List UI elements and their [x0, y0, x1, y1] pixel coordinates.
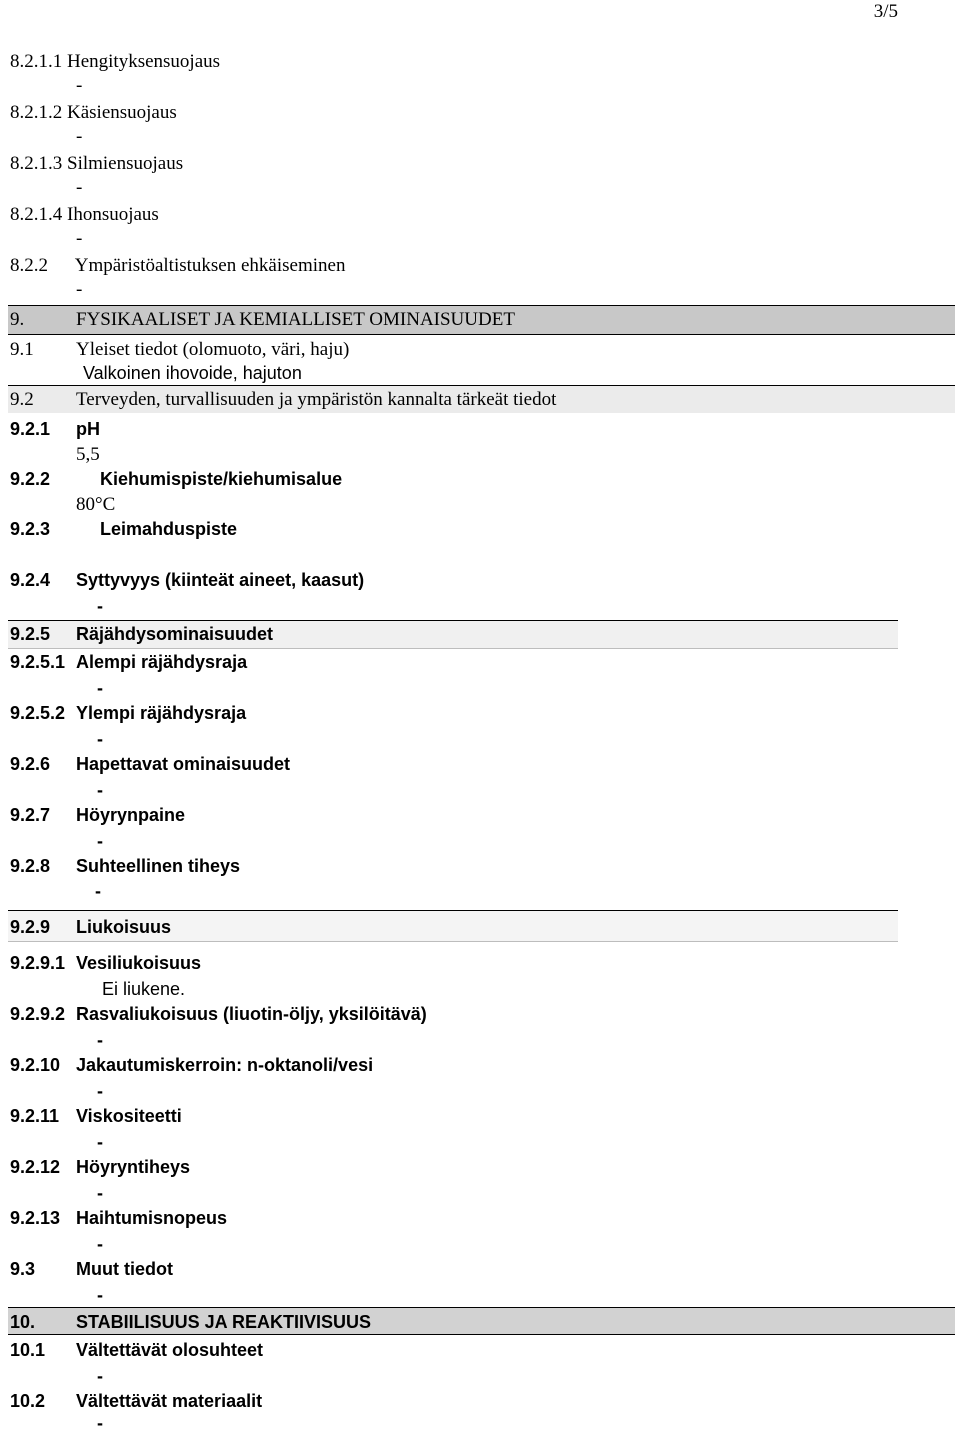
value-dash: -: [76, 126, 83, 147]
value-dash: -: [97, 1366, 103, 1386]
section-number: 9.: [10, 309, 25, 330]
value-dash: -: [97, 831, 103, 851]
item-number: 8.2.1.3: [10, 153, 63, 174]
item-9-2-9-1-value: Ei liukene.: [102, 979, 186, 999]
item-10-1-label: Vältettävät olosuhteet: [76, 1340, 264, 1360]
item-9-2-11-label: Viskositeetti: [76, 1106, 182, 1126]
item-9-3-label: Muut tiedot: [76, 1259, 173, 1279]
item-8-2-1-1: [10, 52, 220, 71]
item-label: Silmiensuojaus: [67, 153, 184, 174]
item-9-2-7-number: 9.2.7: [10, 805, 51, 825]
value-dash: -: [97, 729, 103, 749]
item-9-2-2-value: 80°C: [76, 494, 116, 515]
page-number: 3/5: [873, 1, 898, 22]
item-9-1-number: 9.1: [10, 339, 34, 360]
item-9-2-8-number: 9.2.8: [10, 856, 51, 876]
item-9-1-label: Yleiset tiedot (olomuoto, väri, haju): [76, 339, 350, 360]
value-dash: -: [76, 228, 83, 249]
item-label: Käsiensuojaus: [67, 102, 177, 123]
item-9-2-1-number: 9.2.1: [10, 419, 51, 439]
item-9-2-9-1-label: Vesiliukoisuus: [76, 953, 202, 973]
item-label: Ihonsuojaus: [67, 204, 159, 225]
item-9-2-10-number: 9.2.10: [10, 1055, 61, 1075]
item-9-2-5-label: Räjähdysominaisuudet: [76, 624, 274, 644]
item-9-2-11-number: 9.2.11: [10, 1106, 60, 1126]
item-10-2-label: Vältettävät materiaalit: [76, 1391, 263, 1411]
item-9-2-5-1-number: 9.2.5.1: [10, 652, 66, 672]
item-9-2-label: Terveyden, turvallisuuden ja ympäristön kannalta tärkeät tiedot: [76, 389, 557, 410]
item-9-2-5-2-label: Ylempi räjähdysraja: [76, 703, 247, 723]
value-dash: -: [97, 780, 103, 800]
item-9-2-2-number: 9.2.2: [10, 469, 51, 489]
section-9-title: FYSIKAALISET JA KEMIALLISET OMINAISUUDET: [76, 309, 515, 330]
item-10-1-number: 10.1: [10, 1340, 46, 1360]
item-9-2-9-label: Liukoisuus: [76, 917, 172, 937]
item-9-2-6-number: 9.2.6: [10, 754, 51, 774]
value-dash: -: [97, 1132, 103, 1152]
section-10-title: STABIILISUUS JA REAKTIIVISUUS: [76, 1312, 372, 1332]
item-9-2-8-label: Suhteellinen tiheys: [76, 856, 241, 876]
item-number: 8.2.1.4: [10, 204, 63, 225]
item-9-2-9-number: 9.2.9: [10, 917, 51, 937]
value-dash: -: [76, 75, 83, 96]
item-9-2-1-value: 5,5: [76, 444, 100, 465]
value-dash: -: [97, 1030, 103, 1050]
value-dash: -: [95, 881, 101, 901]
item-9-2-13-label: Haihtumisnopeus: [76, 1208, 228, 1228]
value-dash: -: [97, 1413, 103, 1433]
item-8-2-1-4: [10, 205, 159, 224]
item-9-2-10-label: Jakautumiskerroin: n-oktanoli/vesi: [76, 1055, 374, 1075]
item-9-2-3-number: 9.2.3: [10, 519, 51, 539]
value-dash: -: [97, 678, 103, 698]
value-dash: -: [97, 1285, 103, 1305]
item-8-2-1-3: [10, 154, 183, 173]
value-dash: -: [76, 177, 83, 198]
value-dash: -: [76, 279, 83, 300]
item-9-2-5-number: 9.2.5: [10, 624, 51, 644]
value-dash: -: [97, 1183, 103, 1203]
item-9-2-6-label: Hapettavat ominaisuudet: [76, 754, 291, 774]
item-9-2-12-number: 9.2.12: [10, 1157, 61, 1177]
item-number: 8.2.1.1: [10, 51, 63, 72]
item-8-2-1-2: [10, 103, 177, 122]
value-dash: -: [97, 1081, 103, 1101]
item-9-2-number: 9.2: [10, 389, 34, 410]
item-9-2-3-label: Leimahduspiste: [100, 519, 238, 539]
item-9-2-4-number: 9.2.4: [10, 570, 51, 590]
item-10-2-number: 10.2: [10, 1391, 46, 1411]
item-9-2-2-label: Kiehumispiste/kiehumisalue: [100, 469, 343, 489]
value-dash: -: [97, 1234, 103, 1254]
item-label: Ympäristöaltistuksen ehkäiseminen: [74, 255, 346, 276]
item-9-2-5-1-label: Alempi räjähdysraja: [76, 652, 248, 672]
item-8-2-2: [10, 256, 345, 275]
item-9-2-12-label: Höyryntiheys: [76, 1157, 191, 1177]
item-9-2-9-2-number: 9.2.9.2: [10, 1004, 66, 1024]
section-10-number: 10.: [10, 1312, 36, 1332]
item-9-1-value: Valkoinen ihovoide, hajuton: [83, 363, 302, 383]
item-9-2-5-2-number: 9.2.5.2: [10, 703, 66, 723]
item-number: 8.2.1.2: [10, 102, 63, 123]
item-label: Hengityksensuojaus: [67, 51, 221, 72]
item-9-2-7-label: Höyrynpaine: [76, 805, 186, 825]
item-number: 8.2.2: [10, 255, 48, 276]
item-9-2-1-label: pH: [76, 419, 100, 439]
item-9-2-4-label: Syttyvyys (kiinteät aineet, kaasut): [76, 570, 365, 590]
section-9-header: [10, 310, 24, 329]
value-dash: -: [97, 596, 103, 616]
item-9-3-number: 9.3: [10, 1259, 36, 1279]
item-9-2-9-1-number: 9.2.9.1: [10, 953, 66, 973]
item-9-2-13-number: 9.2.13: [10, 1208, 61, 1228]
item-9-2-9-2-label: Rasvaliukoisuus (liuotin-öljy, yksilöitävä): [76, 1004, 427, 1024]
